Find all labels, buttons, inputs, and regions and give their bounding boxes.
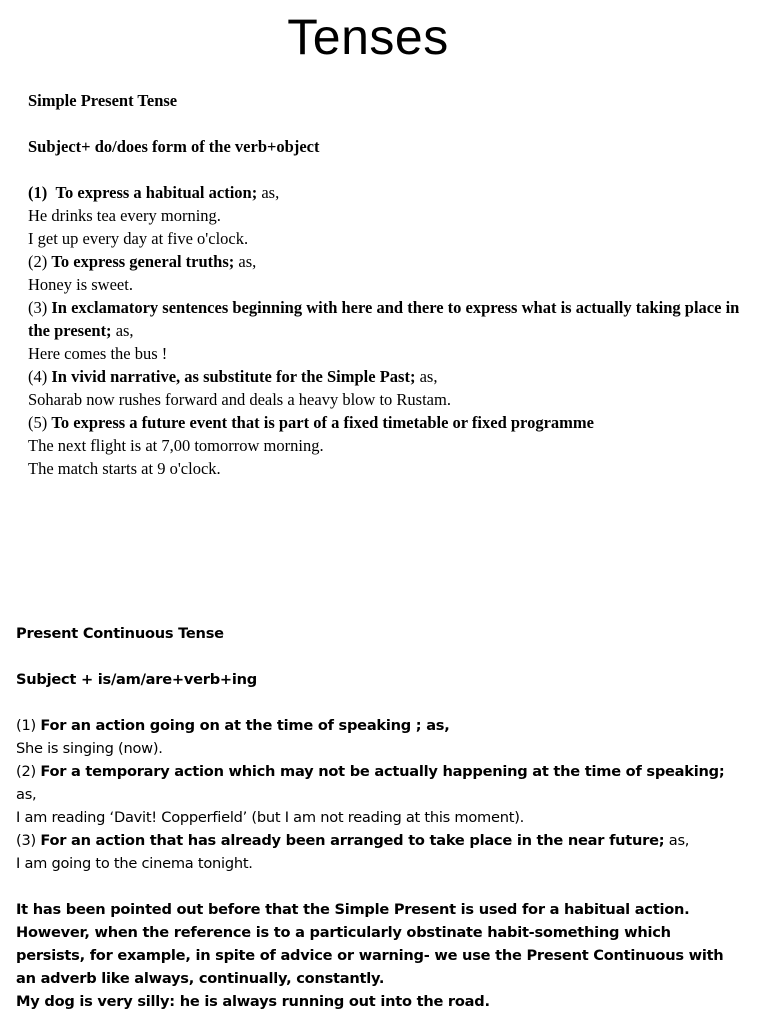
- example: Soharab now rushes forward and deals a heavy blow to Rustam.: [28, 390, 451, 409]
- simple-present-section: [28, 89, 748, 480]
- usage-4: (4) In vivid narrative, as substitute for the Simple Past; as,: [28, 367, 438, 386]
- note-paragraph: It has been pointed out before that the Simple Present is used for a habitual action.: [16, 901, 690, 918]
- example: The match starts at 9 o'clock.: [28, 459, 221, 478]
- note-paragraph: an adverb like always, continually, constantly.: [16, 970, 385, 987]
- usage-2-as: as,: [16, 786, 37, 803]
- example: I am reading ‘Davit! Copperfield’ (but I am not reading at this moment).: [16, 809, 525, 826]
- usage-2: (2) To express general truths; as,: [28, 252, 257, 271]
- example: I am going to the cinema tonight.: [16, 855, 253, 872]
- example: Honey is sweet.: [28, 275, 133, 294]
- example: I get up every day at five o'clock.: [28, 229, 249, 248]
- note-paragraph: persists, for example, in spite of advice or warning- we use the Present Continuous with: [16, 947, 724, 964]
- formula: Subject + is/am/are+verb+ing: [16, 671, 257, 688]
- usage-5: (5) To express a future event that is part of a fixed timetable or fixed programme: [28, 413, 594, 432]
- page-title: Tenses: [287, 9, 449, 65]
- example: He drinks tea every morning.: [28, 206, 221, 225]
- usage-3: (3) For an action that has already been arranged to take place in the near future; as,: [16, 832, 690, 849]
- note-example: My dog is very silly: he is always running out into the road.: [16, 993, 490, 1010]
- usage-1: (1) For an action going on at the time of speaking ; as,: [16, 717, 450, 734]
- section-heading: Simple Present Tense: [28, 91, 178, 110]
- present-continuous-section: [16, 622, 751, 1013]
- example: Here comes the bus !: [28, 344, 168, 363]
- usage-3: (3) In exclamatory sentences beginning with here and there to express what is actually taking place in the present; as,: [28, 298, 740, 340]
- note-paragraph: However, when the reference is to a particularly obstinate habit-something which: [16, 924, 671, 941]
- example: The next flight is at 7,00 tomorrow morning.: [28, 436, 324, 455]
- formula: Subject+ do/does form of the verb+object: [28, 137, 320, 156]
- section-heading: Present Continuous Tense: [16, 625, 224, 642]
- usage-2: (2) For a temporary action which may not be actually happening at the time of speaking;: [16, 763, 725, 780]
- usage-1: (1) To express a habitual action; as,: [28, 183, 280, 202]
- example: She is singing (now).: [16, 740, 163, 757]
